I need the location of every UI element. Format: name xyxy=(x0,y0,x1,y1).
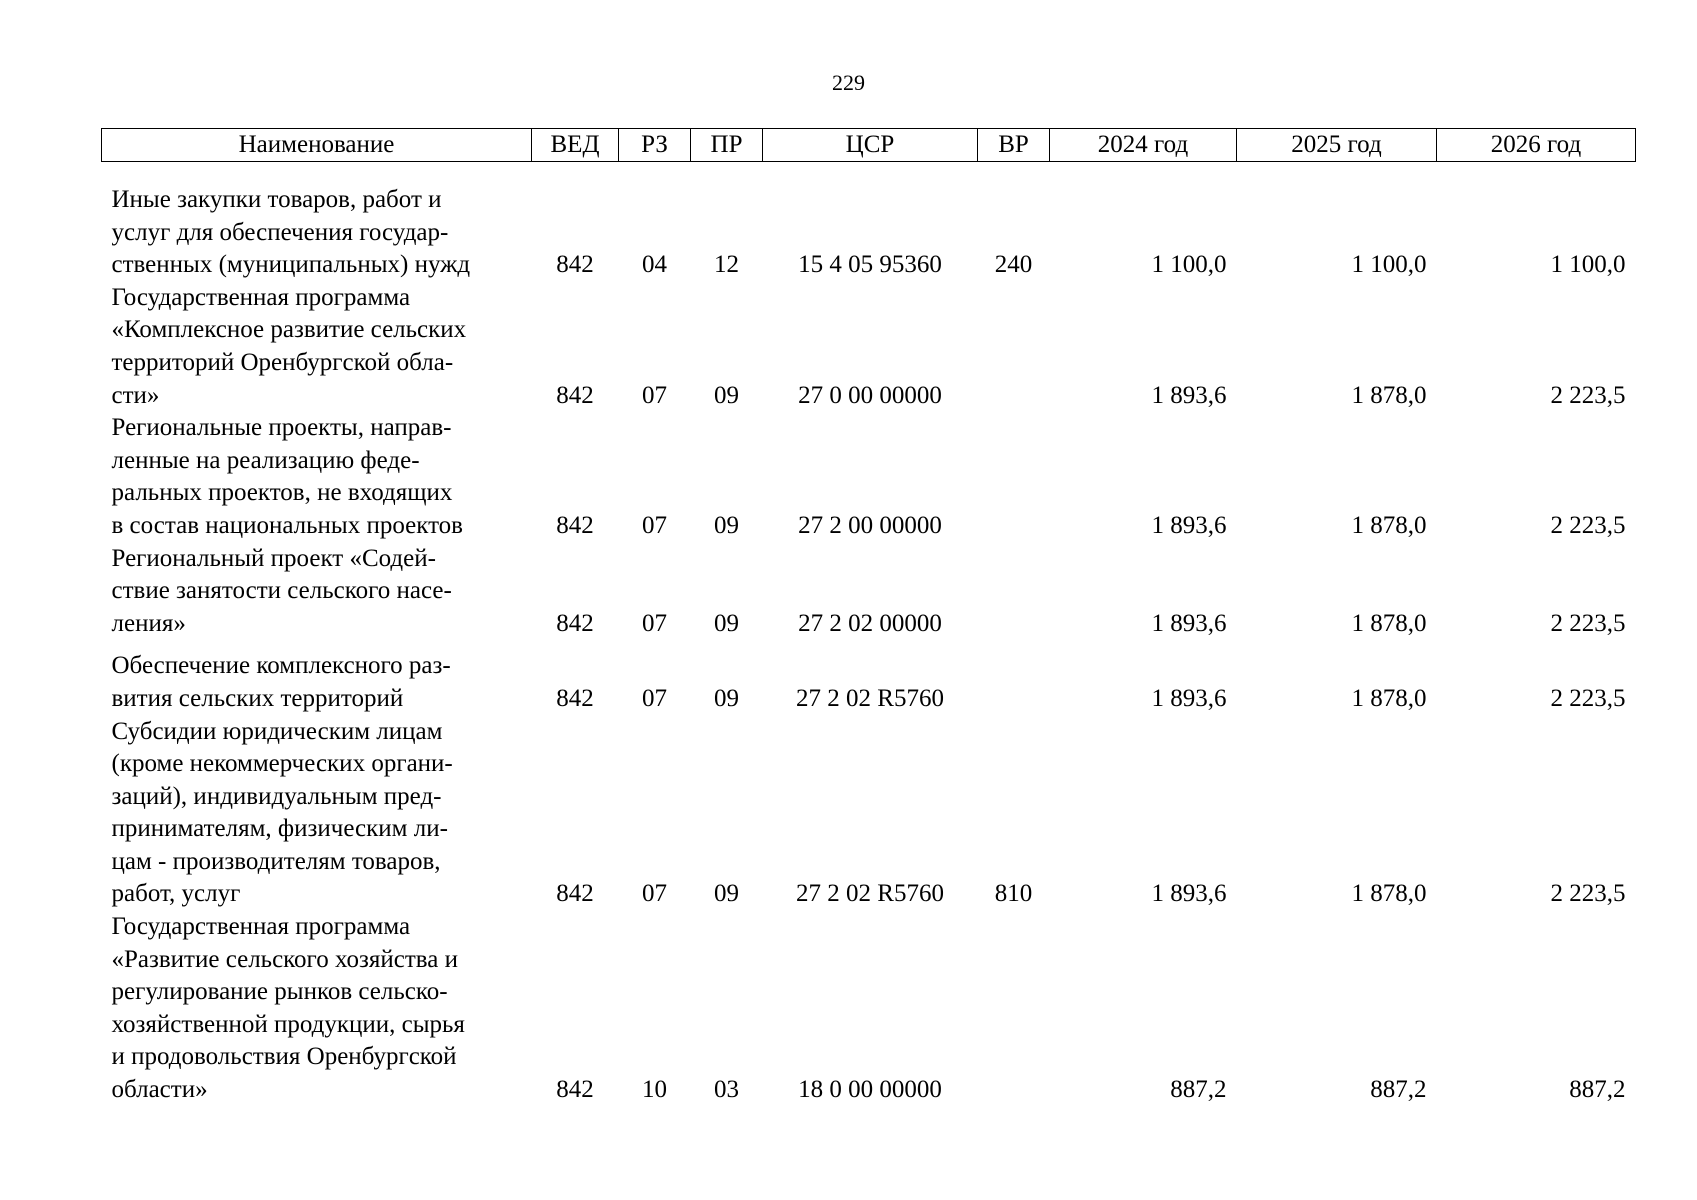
name-line: работ, услуг xyxy=(111,880,241,908)
name-line: регулирование рынков сельско- xyxy=(111,978,448,1006)
name-line: вития сельских территорий xyxy=(111,684,404,712)
header-2024: 2024 год xyxy=(1050,129,1237,162)
name-line: ствие занятости сельского насе- xyxy=(111,577,452,605)
name-line: Государственная программа xyxy=(111,913,411,941)
cell-rz: 07 xyxy=(642,609,667,637)
name-line: ральных проектов, не входящих xyxy=(111,479,453,507)
table-row xyxy=(102,162,1636,282)
name-line: Субсидии юридическим лицам xyxy=(111,717,443,745)
cell-name xyxy=(102,911,532,1107)
name-line: Региональные проекты, направ- xyxy=(111,414,452,442)
cell-rz: 07 xyxy=(642,880,667,908)
cell-2025: 1 878,0 xyxy=(1351,684,1427,712)
cell-2024: 1 893,6 xyxy=(1151,684,1227,712)
cell-2026: 2 223,5 xyxy=(1550,609,1626,637)
table-row xyxy=(102,543,1636,641)
cell-csr: 27 2 02 R5760 xyxy=(796,880,944,908)
cell-name xyxy=(102,412,532,542)
cell-pr: 09 xyxy=(714,684,739,712)
cell-2026: 887,2 xyxy=(1569,1076,1626,1104)
cell-2024: 1 893,6 xyxy=(1151,381,1227,409)
table-row xyxy=(102,412,1636,542)
name-line: ления» xyxy=(111,609,186,637)
name-line: области» xyxy=(111,1076,208,1104)
cell-csr: 27 2 00 00000 xyxy=(798,511,942,539)
name-line: ленные на реализацию феде- xyxy=(111,446,420,474)
name-line: заций), индивидуальным пред- xyxy=(111,782,442,810)
cell-rz: 10 xyxy=(642,1076,667,1104)
header-ved: ВЕД xyxy=(532,129,619,162)
name-line: в состав национальных проектов xyxy=(111,511,463,539)
name-line: хозяйственной продукции, сырья xyxy=(111,1010,465,1038)
cell-vr: 240 xyxy=(994,251,1033,279)
name-line: (кроме некоммерческих органи- xyxy=(111,750,453,778)
name-line: Региональный проект «Содей- xyxy=(111,544,436,572)
budget-table xyxy=(101,128,1636,1107)
cell-2024: 1 893,6 xyxy=(1151,880,1227,908)
cell-ved: 842 xyxy=(556,381,594,409)
cell-csr: 18 0 00 00000 xyxy=(798,1076,942,1104)
name-line: Иные закупки товаров, работ и xyxy=(111,186,442,213)
cell-ved: 842 xyxy=(556,880,594,908)
cell-2025: 1 100,0 xyxy=(1351,251,1427,279)
cell-ved: 842 xyxy=(556,684,594,712)
cell-rz: 07 xyxy=(642,684,667,712)
cell-name xyxy=(102,716,532,912)
cell-rz: 04 xyxy=(642,251,667,279)
cell-vr xyxy=(978,543,1050,641)
page-number: 229 xyxy=(832,70,865,95)
cell-2024: 1 893,6 xyxy=(1151,609,1227,637)
cell-name xyxy=(102,162,532,282)
cell-pr: 09 xyxy=(714,381,739,409)
name-line: ственных (муниципальных) нужд xyxy=(111,251,471,279)
table-row xyxy=(102,640,1636,715)
header-2026: 2026 год xyxy=(1437,129,1636,162)
cell-ved: 842 xyxy=(556,251,594,279)
cell-csr: 15 4 05 95360 xyxy=(798,251,942,279)
cell-ved: 842 xyxy=(556,609,594,637)
cell-2026: 1 100,0 xyxy=(1550,251,1626,279)
cell-pr: 09 xyxy=(714,609,739,637)
cell-csr: 27 2 02 R5760 xyxy=(796,684,944,712)
cell-ved: 842 xyxy=(556,1076,594,1104)
name-line: территорий Оренбургской обла- xyxy=(111,348,454,376)
cell-2025: 1 878,0 xyxy=(1351,880,1427,908)
cell-ved: 842 xyxy=(556,511,594,539)
name-line: Обеспечение комплексного раз- xyxy=(111,652,451,680)
header-csr: ЦСР xyxy=(763,129,978,162)
cell-pr: 12 xyxy=(714,251,739,279)
cell-2026: 2 223,5 xyxy=(1550,880,1626,908)
cell-csr: 27 0 00 00000 xyxy=(798,381,942,409)
table-body xyxy=(102,162,1636,1107)
table-header xyxy=(102,129,1636,162)
name-line: сти» xyxy=(111,381,160,409)
cell-2026: 2 223,5 xyxy=(1550,511,1626,539)
cell-name xyxy=(102,640,532,715)
name-line: принимателям, физическим ли- xyxy=(111,815,448,843)
cell-rz: 07 xyxy=(642,381,667,409)
header-pr: ПР xyxy=(691,129,763,162)
cell-pr: 09 xyxy=(714,511,739,539)
table-row xyxy=(102,911,1636,1107)
header-name: Наименование xyxy=(102,129,532,162)
cell-name xyxy=(102,282,532,412)
cell-2026: 2 223,5 xyxy=(1550,381,1626,409)
cell-vr xyxy=(978,412,1050,542)
cell-2025: 887,2 xyxy=(1370,1076,1427,1104)
name-line: «Комплексное развитие сельских xyxy=(111,316,467,344)
name-line: Государственная программа xyxy=(111,283,411,311)
cell-csr: 27 2 02 00000 xyxy=(798,609,942,637)
cell-name xyxy=(102,543,532,641)
header-2025: 2025 год xyxy=(1237,129,1437,162)
cell-2024: 1 893,6 xyxy=(1151,511,1227,539)
cell-2024: 1 100,0 xyxy=(1151,251,1227,279)
cell-vr xyxy=(978,911,1050,1107)
cell-vr xyxy=(978,640,1050,715)
table-row xyxy=(102,716,1636,912)
name-line: «Развитие сельского хозяйства и xyxy=(111,945,458,973)
cell-2025: 1 878,0 xyxy=(1351,609,1427,637)
cell-2025: 1 878,0 xyxy=(1351,381,1427,409)
cell-2025: 1 878,0 xyxy=(1351,511,1427,539)
cell-vr: 810 xyxy=(994,880,1033,908)
header-vr: ВР xyxy=(978,129,1050,162)
header-rz: РЗ xyxy=(619,129,691,162)
name-line: услуг для обеспечения государ- xyxy=(111,218,449,246)
cell-pr: 09 xyxy=(714,880,739,908)
name-line: цам - производителям товаров, xyxy=(111,847,441,875)
cell-2026: 2 223,5 xyxy=(1550,684,1626,712)
name-line: и продовольствия Оренбургской xyxy=(111,1043,457,1071)
cell-pr: 03 xyxy=(714,1076,739,1104)
table-row xyxy=(102,282,1636,412)
cell-2024: 887,2 xyxy=(1170,1076,1227,1104)
cell-vr xyxy=(978,282,1050,412)
cell-rz: 07 xyxy=(642,511,667,539)
